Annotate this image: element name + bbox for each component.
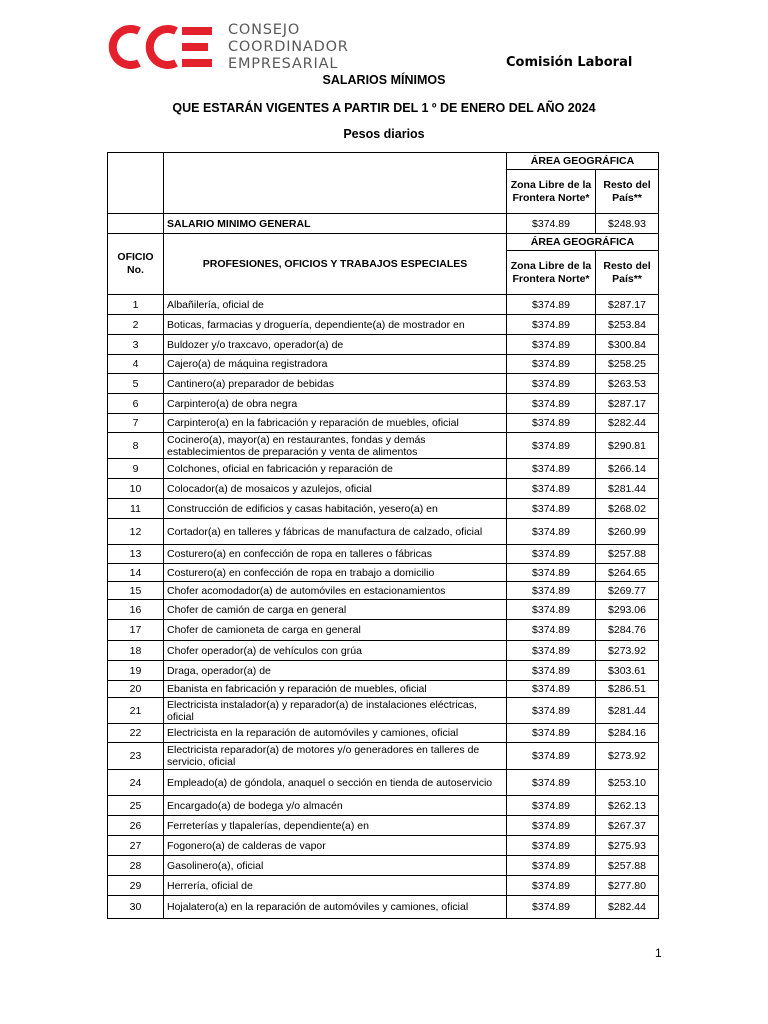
oficio-header: OFICIO No. [108, 234, 164, 295]
oficio-number: 5 [108, 374, 164, 394]
rest-salary: $281.44 [596, 479, 659, 499]
zone-salary: $374.89 [507, 479, 596, 499]
oficio-number: 4 [108, 355, 164, 374]
zone-salary: $374.89 [507, 545, 596, 564]
commission-label: Comisión Laboral [506, 55, 633, 70]
cce-logo-text [228, 22, 349, 73]
table-row [108, 394, 659, 414]
occupation-name: Boticas, farmacias y droguería, dependiente(a) de mostrador en [164, 315, 507, 335]
oficio-number: 2 [108, 315, 164, 335]
occupation-name: Construcción de edificios y casas habitación, yesero(a) en [164, 499, 507, 519]
oficio-number: 7 [108, 414, 164, 433]
zone-salary: $374.89 [507, 355, 596, 374]
oficio-number: 29 [108, 876, 164, 896]
rest-salary: $257.88 [596, 545, 659, 564]
table-row [108, 620, 659, 641]
professions-header: PROFESIONES, OFICIOS Y TRABAJOS ESPECIALES [164, 234, 507, 295]
occupation-name: Cantinero(a) preparador de bebidas [164, 374, 507, 394]
occupation-name: Electricista instalador(a) y reparador(a) de instalaciones eléctricas, oficial [164, 698, 507, 724]
zone-salary: $374.89 [507, 433, 596, 459]
zone-salary: $374.89 [507, 414, 596, 433]
zone-salary: $374.89 [507, 582, 596, 600]
rest-salary: $287.17 [596, 295, 659, 315]
general-rest-value: $248.93 [596, 214, 659, 234]
rest-salary: $263.53 [596, 374, 659, 394]
table-row [108, 374, 659, 394]
occupation-name: Ferreterías y tlapalerías, dependiente(a) en [164, 816, 507, 836]
rest-salary: $286.51 [596, 681, 659, 698]
table-row [108, 836, 659, 856]
zone-header: Zona Libre de la Frontera Norte* [507, 251, 596, 295]
rest-salary: $282.44 [596, 414, 659, 433]
oficio-number: 27 [108, 836, 164, 856]
table-row [108, 796, 659, 816]
zone-salary: $374.89 [507, 335, 596, 355]
cce-logo-mark [106, 24, 216, 70]
rest-salary: $253.84 [596, 315, 659, 335]
cce-logo [106, 20, 366, 72]
rest-salary: $260.99 [596, 519, 659, 545]
table-row [108, 414, 659, 433]
zone-salary: $374.89 [507, 796, 596, 816]
oficio-number: 21 [108, 698, 164, 724]
zone-salary: $374.89 [507, 661, 596, 681]
zone-salary: $374.89 [507, 499, 596, 519]
page-subtitle: QUE ESTARÁN VIGENTES A PARTIR DEL 1 º DE ENERO DEL AÑO 2024 [172, 101, 596, 115]
zone-salary: $374.89 [507, 681, 596, 698]
zone-salary: $374.89 [507, 600, 596, 620]
table-row [108, 816, 659, 836]
occupation-name: Buldozer y/o traxcavo, operador(a) de [164, 335, 507, 355]
table-row [108, 295, 659, 315]
rest-salary: $282.44 [596, 896, 659, 919]
occupation-name: Chofer de camioneta de carga en general [164, 620, 507, 641]
rest-salary: $275.93 [596, 836, 659, 856]
occupation-name: Chofer acomodador(a) de automóviles en estacionamientos [164, 582, 507, 600]
page-title: SALARIOS MÍNIMOS [322, 73, 446, 87]
zone-salary: $374.89 [507, 836, 596, 856]
empty-cell [164, 153, 507, 214]
zone-salary: $374.89 [507, 816, 596, 836]
zone-salary: $374.89 [507, 564, 596, 582]
oficio-number: 25 [108, 796, 164, 816]
rest-salary: $257.88 [596, 856, 659, 876]
zone-salary: $374.89 [507, 394, 596, 414]
zone-salary: $374.89 [507, 374, 596, 394]
table-row [108, 896, 659, 919]
logo-line-1: CONSEJO [228, 22, 301, 38]
empty-cell [108, 153, 164, 214]
table-row [108, 479, 659, 499]
rest-salary: $267.37 [596, 816, 659, 836]
occupation-name: Hojalatero(a) en la reparación de automóviles y camiones, oficial [164, 896, 507, 919]
table-row [108, 459, 659, 479]
table-row [108, 433, 659, 459]
oficio-number: 22 [108, 724, 164, 743]
zone-salary: $374.89 [507, 519, 596, 545]
table-row [108, 499, 659, 519]
oficio-number: 16 [108, 600, 164, 620]
occupation-name: Ebanista en fabricación y reparación de muebles, oficial [164, 681, 507, 698]
occupation-name: Cajero(a) de máquina registradora [164, 355, 507, 374]
oficio-number: 14 [108, 564, 164, 582]
rest-salary: $284.76 [596, 620, 659, 641]
logo-line-3: EMPRESARIAL [228, 56, 339, 72]
general-row [108, 214, 659, 234]
area-header-row [108, 153, 659, 170]
oficio-number: 28 [108, 856, 164, 876]
oficio-number: 9 [108, 459, 164, 479]
rest-salary: $268.02 [596, 499, 659, 519]
occupation-name: Cocinero(a), mayor(a) en restaurantes, fondas y demás establecimientos de preparación y venta de alimentos [164, 433, 507, 459]
zone-salary: $374.89 [507, 315, 596, 335]
zone-salary: $374.89 [507, 724, 596, 743]
rest-salary: $253.10 [596, 770, 659, 796]
oficio-number: 13 [108, 545, 164, 564]
occupation-name: Fogonero(a) de calderas de vapor [164, 836, 507, 856]
occupation-name: Colocador(a) de mosaicos y azulejos, oficial [164, 479, 507, 499]
occupation-name: Carpintero(a) de obra negra [164, 394, 507, 414]
oficio-number: 1 [108, 295, 164, 315]
table-row [108, 661, 659, 681]
zone-salary: $374.89 [507, 459, 596, 479]
rest-salary: $290.81 [596, 433, 659, 459]
occupation-name: Empleado(a) de góndola, anaquel o sección en tienda de autoservicio [164, 770, 507, 796]
occupation-name: Encargado(a) de bodega y/o almacén [164, 796, 507, 816]
page-number: 1 [655, 946, 662, 960]
table-row [108, 519, 659, 545]
oficio-number: 23 [108, 743, 164, 770]
general-label: SALARIO MINIMO GENERAL [164, 214, 507, 234]
oficio-number: 6 [108, 394, 164, 414]
oficio-number: 15 [108, 582, 164, 600]
table-row [108, 355, 659, 374]
occupation-name: Chofer de camión de carga en general [164, 600, 507, 620]
zone-salary: $374.89 [507, 896, 596, 919]
rest-header: Resto del País** [596, 170, 659, 214]
occupation-name: Albañilería, oficial de [164, 295, 507, 315]
occupation-name: Electricista en la reparación de automóviles y camiones, oficial [164, 724, 507, 743]
rest-salary: $287.17 [596, 394, 659, 414]
table-row [108, 856, 659, 876]
rest-salary: $284.16 [596, 724, 659, 743]
occupation-name: Draga, operador(a) de [164, 661, 507, 681]
occupation-name: Chofer operador(a) de vehículos con grúa [164, 641, 507, 661]
oficio-number: 10 [108, 479, 164, 499]
rest-salary: $300.84 [596, 335, 659, 355]
occupation-name: Cortador(a) en talleres y fábricas de manufactura de calzado, oficial [164, 519, 507, 545]
table-row [108, 743, 659, 770]
table-row [108, 315, 659, 335]
rest-salary: $266.14 [596, 459, 659, 479]
occupation-name: Colchones, oficial en fabricación y reparación de [164, 459, 507, 479]
oficio-number: 12 [108, 519, 164, 545]
oficio-number: 30 [108, 896, 164, 919]
general-zone-value: $374.89 [507, 214, 596, 234]
zone-salary: $374.89 [507, 876, 596, 896]
rest-salary: $269.77 [596, 582, 659, 600]
table-row [108, 641, 659, 661]
oficio-number: 18 [108, 641, 164, 661]
oficio-number: 8 [108, 433, 164, 459]
zone-salary: $374.89 [507, 620, 596, 641]
rest-header: Resto del País** [596, 251, 659, 295]
oficio-number: 17 [108, 620, 164, 641]
occupation-name: Costurero(a) en confección de ropa en trabajo a domicilio [164, 564, 507, 582]
oficio-number: 3 [108, 335, 164, 355]
rest-salary: $264.65 [596, 564, 659, 582]
rest-salary: $258.25 [596, 355, 659, 374]
table-row [108, 724, 659, 743]
oficio-header-row [108, 234, 659, 251]
rest-salary: $281.44 [596, 698, 659, 724]
occupation-name: Gasolinero(a), oficial [164, 856, 507, 876]
zone-salary: $374.89 [507, 295, 596, 315]
rest-salary: $303.61 [596, 661, 659, 681]
zone-salary: $374.89 [507, 698, 596, 724]
empty-cell [108, 214, 164, 234]
table-row [108, 600, 659, 620]
occupation-name: Costurero(a) en confección de ropa en talleres o fábricas [164, 545, 507, 564]
logo-line-2: COORDINADOR [228, 39, 349, 55]
table-row [108, 564, 659, 582]
area-header: ÁREA GEOGRÁFICA [507, 234, 659, 251]
area-header: ÁREA GEOGRÁFICA [507, 153, 659, 170]
salary-table [107, 152, 659, 919]
table-row [108, 582, 659, 600]
zone-header: Zona Libre de la Frontera Norte* [507, 170, 596, 214]
rest-salary: $293.06 [596, 600, 659, 620]
oficio-number: 20 [108, 681, 164, 698]
oficio-number: 11 [108, 499, 164, 519]
oficio-number: 24 [108, 770, 164, 796]
zone-salary: $374.89 [507, 743, 596, 770]
table-row [108, 335, 659, 355]
table-row [108, 545, 659, 564]
zone-salary: $374.89 [507, 770, 596, 796]
occupation-name: Electricista reparador(a) de motores y/o generadores en talleres de servicio, oficial [164, 743, 507, 770]
zone-salary: $374.89 [507, 856, 596, 876]
oficio-number: 19 [108, 661, 164, 681]
rest-salary: $273.92 [596, 743, 659, 770]
table-row [108, 876, 659, 896]
zone-salary: $374.89 [507, 641, 596, 661]
table-row [108, 698, 659, 724]
units-label: Pesos diarios [343, 127, 425, 141]
occupation-name: Herrería, oficial de [164, 876, 507, 896]
occupation-name: Carpintero(a) en la fabricación y reparación de muebles, oficial [164, 414, 507, 433]
table-row [108, 681, 659, 698]
rest-salary: $273.92 [596, 641, 659, 661]
table-row [108, 770, 659, 796]
oficio-number: 26 [108, 816, 164, 836]
rest-salary: $277.80 [596, 876, 659, 896]
rest-salary: $262.13 [596, 796, 659, 816]
